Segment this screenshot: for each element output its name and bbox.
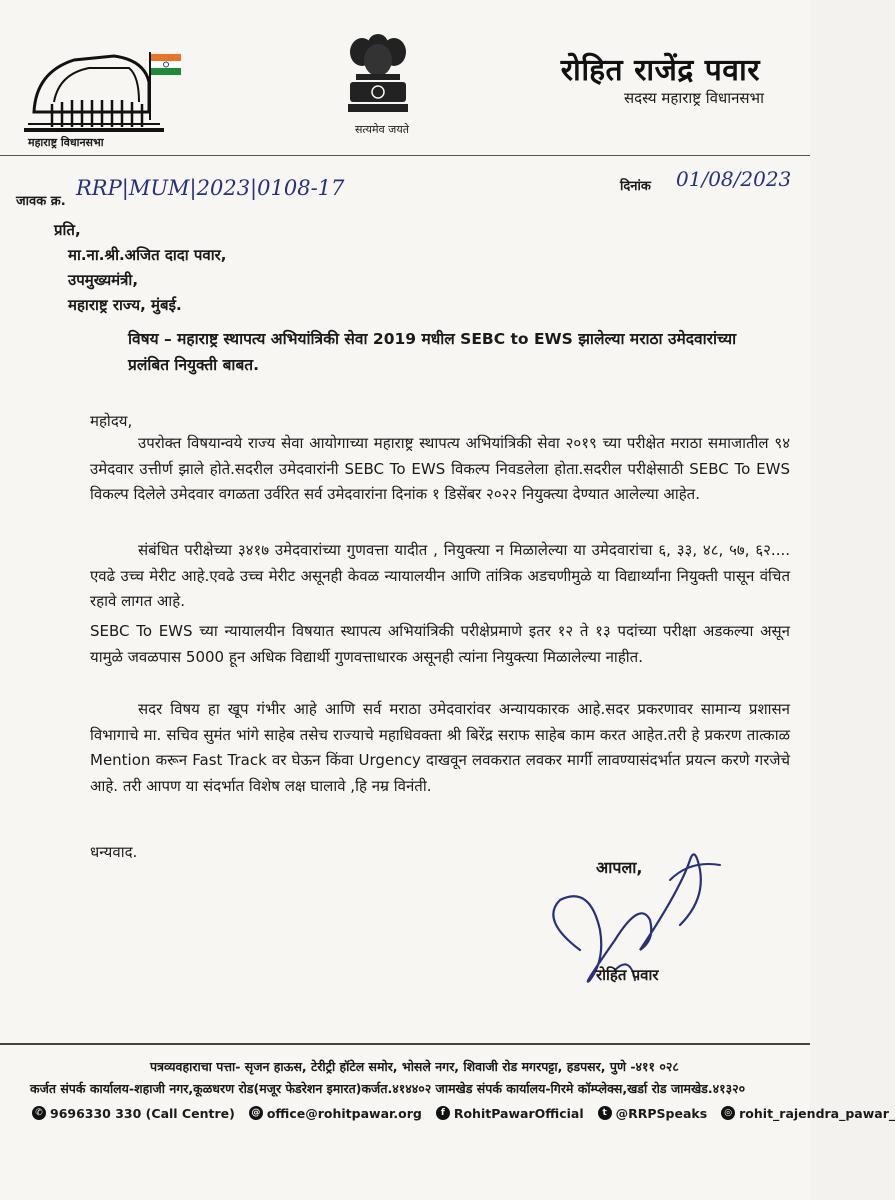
twitter-icon: t xyxy=(598,1106,612,1120)
instagram-icon: ◎ xyxy=(721,1106,735,1120)
contact-email-text: office@rohitpawar.org xyxy=(266,1105,422,1121)
motto: सत्यमेव जयते xyxy=(354,123,409,136)
contact-facebook xyxy=(436,1106,584,1121)
contact-instagram xyxy=(721,1106,895,1121)
addressee-post: उपमुख्यमंत्री, xyxy=(68,271,139,289)
phone-icon: ✆ xyxy=(32,1106,46,1120)
addressee-to: प्रति, xyxy=(54,221,81,239)
vidhan-bhavan-icon xyxy=(14,42,214,137)
header-divider xyxy=(0,155,810,156)
addressee-place: महाराष्ट्र राज्य, मुंबई. xyxy=(68,296,182,314)
contact-email xyxy=(249,1106,422,1121)
body-paragraph-3: SEBC To EWS च्या न्यायालयीन विषयात स्थापत्य अभियांत्रिकी परीक्षेप्रमाणे इतर १२ ते १३ पदांच्या परीक्षा अडकल्या असून यामुळे जवळपास 5000 हून अधिक विद्यार्थी गुणवत्ताधारक असूनही त्यांना नियुक्त्या मिळालेल्या नाहीत. xyxy=(90,622,790,666)
salutation: महोदय, xyxy=(90,412,133,430)
contact-phone-text: 9696330 330 (Call Centre) xyxy=(50,1105,235,1121)
signer-name: रोहित पवार xyxy=(596,966,659,984)
designation: सदस्य महाराष्ट्र विधानसभा xyxy=(623,89,764,107)
addressee-block xyxy=(54,218,227,318)
contact-phone xyxy=(32,1106,235,1121)
closing-thanks: धन्यवाद. xyxy=(90,843,138,861)
body-paragraph-4: सदर विषय हा खूप गंभीर आहे आणि सर्व मराठा उमेदवारांवर अन्यायकारक आहे.सदर प्रकरणावर सामान्य प्रशासन विभागाचे मा. सचिव सुमंत भांगे साहेब तसेच राज्याचे महाधिवक्ता श्री बिरेंद्र सराफ साहेब काम करत आहेत.तरी हे प्रकरण तात्काळ Mention करून Fast Track वर घेऊन किंवा Urgency दाखवून लवकरात लवकर मार्गी लावण्यासंदर्भात प्रयत्न करणे गरजेचे आहे. तरी आपण या संदर्भात विशेष लक्ष घालावे ,हि नम्र विनंती. xyxy=(90,700,790,795)
footer-address: पत्रव्यवहाराचा पत्ता- सृजन हाऊस, टेरीट्री हॉटेल समोर, भोसले नगर, शिवाजी रोड मगरपट्टा, हडपसर, पुणे -४११ ०२८ xyxy=(150,1059,679,1074)
letter-date: 01/08/2023 xyxy=(676,167,792,191)
assembly-label: महाराष्ट्र विधानसभा xyxy=(28,136,104,149)
contact-facebook-text: RohitPawarOfficial xyxy=(453,1105,584,1121)
footer-divider xyxy=(0,1043,810,1045)
facebook-icon: f xyxy=(436,1106,450,1120)
contact-row xyxy=(32,1102,895,1124)
footer-offices: कर्जत संपर्क कार्यालय-शहाजी नगर,कूळधरण रोड(मजूर फेडरेशन इमारत)कर्जत.४१४४०२ जामखेड संपर्क कार्यालय-गिरमे कॉम्प्लेक्स,खर्डा रोड जामखेड.४१३२० xyxy=(30,1081,746,1096)
ashoka-emblem-icon xyxy=(338,22,418,122)
contact-twitter-text: @RRPSpeaks xyxy=(615,1105,708,1121)
subject-line: विषय – महाराष्ट्र स्थापत्य अभियांत्रिकी सेवा 2019 मधील SEBC to EWS झालेल्या मराठा उमेदवारांच्या प्रलंबित नियुक्ती बाबत. xyxy=(128,330,737,374)
email-icon: @ xyxy=(249,1106,263,1120)
mla-name: रोहित राजेंद्र पवार xyxy=(560,53,760,88)
reference-label: जावक क्र. xyxy=(16,194,66,209)
body-paragraph-2: संबंधित परीक्षेच्या ३४१७ उमेदवारांच्या गुणवत्ता यादीत , नियुक्त्या न मिळालेल्या या उमेदवारांचा ६, ३३, ४८, ५७, ६२.... एवढे उच्च मेरीट आहे.एवढे उच्च मेरीट असूनही केवळ न्यायालयीन आणि तांत्रिक अडचणीमुळे या विद्यार्थ्यांना नियुक्ती पासून वंचित रहावे लागत आहे. xyxy=(90,541,790,610)
date-label: दिनांक xyxy=(620,179,651,194)
closing-yours: आपला, xyxy=(596,858,643,877)
addressee-name: मा.ना.श्री.अजित दादा पवार, xyxy=(68,246,227,264)
body-paragraph-1: उपरोक्त विषयान्वये राज्य सेवा आयोगाच्या महाराष्ट्र स्थापत्य अभियांत्रिकी सेवा २०१९ च्या परीक्षेत मराठा समाजातील ९४ उमेदवार उत्तीर्ण झाले होते.सदरील उमेदवारांनी SEBC To EWS विकल्प निवडलेला होता.सदरील परीक्षेसाठी SEBC To EWS विकल्प दिलेले उमेदवार वगळता उर्वरित सर्व उमेदवारांना दिनांक १ डिसेंबर २०२२ नियुक्त्या देण्यात आलेल्या आहेत. xyxy=(90,434,790,503)
contact-instagram-text: rohit_rajendra_pawar_ xyxy=(739,1105,895,1121)
contact-twitter xyxy=(598,1106,708,1121)
reference-number: RRP|MUM|2023|0108-17 xyxy=(76,176,345,200)
